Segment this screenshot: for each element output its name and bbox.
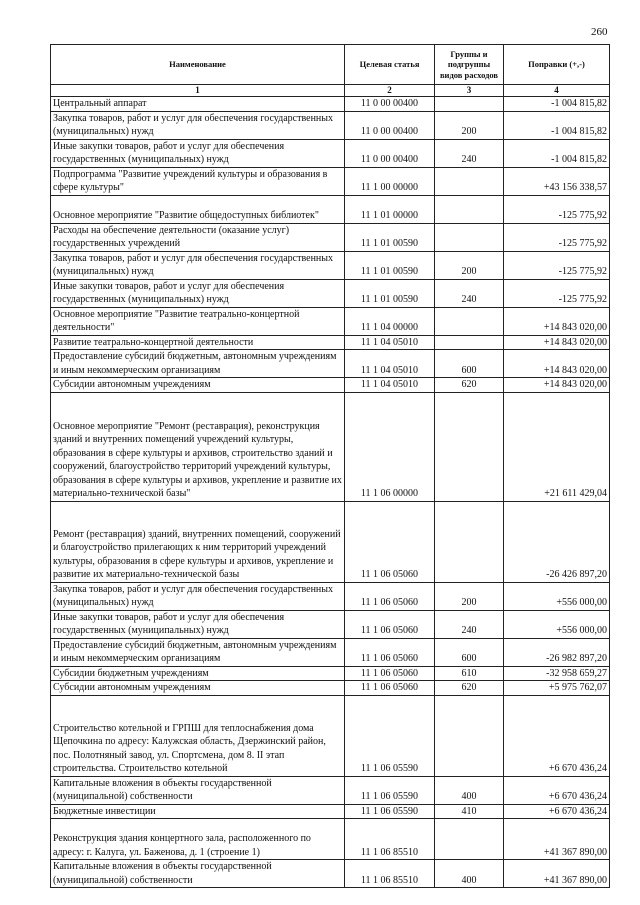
row-name: Субсидии бюджетным учреждениям	[51, 666, 345, 681]
row-expense-group: 600	[435, 638, 504, 666]
header-amendments: Поправки (+,-)	[504, 45, 610, 85]
row-target-code: 11 1 04 05010	[345, 350, 435, 378]
table-row	[51, 97, 610, 112]
row-target-code: 11 0 00 00400	[345, 111, 435, 139]
header-target-article: Целевая статья	[345, 45, 435, 85]
row-amount: +41 367 890,00	[504, 819, 610, 860]
budget-amendments-table	[50, 44, 610, 888]
row-amount: +14 843 020,00	[504, 335, 610, 350]
row-expense-group: 200	[435, 111, 504, 139]
column-number: 3	[435, 85, 504, 97]
table-row	[51, 167, 610, 195]
table-row	[51, 307, 610, 335]
row-target-code: 11 1 06 00000	[345, 392, 435, 501]
row-expense-group	[435, 97, 504, 112]
row-amount: +21 611 429,04	[504, 392, 610, 501]
row-target-code: 11 1 01 00000	[345, 195, 435, 223]
row-expense-group: 400	[435, 860, 504, 888]
row-target-code: 11 1 01 00590	[345, 279, 435, 307]
row-expense-group	[435, 819, 504, 860]
table-row	[51, 860, 610, 888]
row-amount: +556 000,00	[504, 582, 610, 610]
row-amount: -125 775,92	[504, 223, 610, 251]
row-target-code: 11 1 06 05060	[345, 582, 435, 610]
row-name: Закупка товаров, работ и услуг для обеспечения государственных (муниципальных) нужд	[51, 582, 345, 610]
row-name: Центральный аппарат	[51, 97, 345, 112]
row-name: Закупка товаров, работ и услуг для обеспечения государственных (муниципальных) нужд	[51, 111, 345, 139]
row-target-code: 11 1 01 00590	[345, 251, 435, 279]
row-name: Иные закупки товаров, работ и услуг для обеспечения государственных (муниципальных) нужд	[51, 139, 345, 167]
table-row	[51, 279, 610, 307]
row-expense-group	[435, 223, 504, 251]
row-expense-group	[435, 392, 504, 501]
table-header-row	[51, 45, 610, 85]
row-amount: +556 000,00	[504, 610, 610, 638]
row-amount: +14 843 020,00	[504, 307, 610, 335]
row-amount: -1 004 815,82	[504, 97, 610, 112]
table-row	[51, 776, 610, 804]
table-row	[51, 251, 610, 279]
row-expense-group: 410	[435, 804, 504, 819]
row-name: Предоставление субсидий бюджетным, автономным учреждениям и иным некоммерческим организациям	[51, 350, 345, 378]
row-target-code: 11 1 06 85510	[345, 860, 435, 888]
row-target-code: 11 1 06 05060	[345, 501, 435, 582]
row-target-code: 11 1 06 05590	[345, 695, 435, 776]
row-name: Капитальные вложения в объекты государственной (муниципальной) собственности	[51, 776, 345, 804]
row-amount: +6 670 436,24	[504, 804, 610, 819]
row-expense-group	[435, 335, 504, 350]
row-expense-group	[435, 501, 504, 582]
row-expense-group: 600	[435, 350, 504, 378]
table-row	[51, 335, 610, 350]
row-target-code: 11 0 00 00400	[345, 139, 435, 167]
row-name: Подпрограмма "Развитие учреждений культуры и образования в сфере культуры"	[51, 167, 345, 195]
row-name: Закупка товаров, работ и услуг для обеспечения государственных (муниципальных) нужд	[51, 251, 345, 279]
row-target-code: 11 1 06 05060	[345, 610, 435, 638]
row-name: Капитальные вложения в объекты государственной (муниципальной) собственности	[51, 860, 345, 888]
row-expense-group: 400	[435, 776, 504, 804]
row-amount: +6 670 436,24	[504, 695, 610, 776]
row-target-code: 11 1 04 05010	[345, 378, 435, 393]
column-numbers-row	[51, 85, 610, 97]
row-amount: +6 670 436,24	[504, 776, 610, 804]
row-target-code: 11 1 06 05060	[345, 666, 435, 681]
row-expense-group: 240	[435, 279, 504, 307]
table-row	[51, 819, 610, 860]
row-name: Реконструкция здания концертного зала, расположенного по адресу: г. Калуга, ул. Баженова, д. 1 (строение 1)	[51, 819, 345, 860]
page-number: 260	[591, 26, 608, 38]
table-row	[51, 139, 610, 167]
row-amount: +41 367 890,00	[504, 860, 610, 888]
row-expense-group: 240	[435, 139, 504, 167]
row-amount: -1 004 815,82	[504, 111, 610, 139]
row-expense-group: 620	[435, 681, 504, 696]
row-name: Субсидии автономным учреждениям	[51, 378, 345, 393]
row-target-code: 11 1 00 00000	[345, 167, 435, 195]
row-target-code: 11 1 01 00590	[345, 223, 435, 251]
row-expense-group	[435, 695, 504, 776]
table-row	[51, 501, 610, 582]
row-amount: -32 958 659,27	[504, 666, 610, 681]
row-name: Расходы на обеспечение деятельности (оказание услуг) государственных учреждений	[51, 223, 345, 251]
row-expense-group	[435, 307, 504, 335]
row-name: Развитие театрально-концертной деятельности	[51, 335, 345, 350]
row-target-code: 11 0 00 00400	[345, 97, 435, 112]
row-expense-group: 200	[435, 251, 504, 279]
row-name: Строительство котельной и ГРПШ для теплоснабжения дома Щепочкина по адресу: Калужская область, Дзержинский район, пос. Полотняный завод, ул. Спортсмена, дом 8. II этап строительства. Строительство котельной	[51, 695, 345, 776]
header-expense-group: Группы и подгруппы видов расходов	[435, 45, 504, 85]
table-row	[51, 392, 610, 501]
header-name: Наименование	[51, 45, 345, 85]
row-name: Предоставление субсидий бюджетным, автономным учреждениям и иным некоммерческим организациям	[51, 638, 345, 666]
row-amount: +43 156 338,57	[504, 167, 610, 195]
row-name: Основное мероприятие "Ремонт (реставрация), реконструкция зданий и внутренних помещений учреждений культуры, образования в сфере культуры и архивов, строительство зданий и сооружений, благоустройство территорий учреждений культуры, образования в сфере культуры и архивов, укрепление и развитие их материально-технической базы"	[51, 392, 345, 501]
row-target-code: 11 1 04 05010	[345, 335, 435, 350]
column-number: 2	[345, 85, 435, 97]
row-target-code: 11 1 06 05060	[345, 638, 435, 666]
row-name: Иные закупки товаров, работ и услуг для обеспечения государственных (муниципальных) нужд	[51, 610, 345, 638]
row-name: Бюджетные инвестиции	[51, 804, 345, 819]
table-row	[51, 681, 610, 696]
row-target-code: 11 1 06 05590	[345, 804, 435, 819]
table-row	[51, 350, 610, 378]
row-target-code: 11 1 06 05590	[345, 776, 435, 804]
row-name: Субсидии автономным учреждениям	[51, 681, 345, 696]
column-number: 4	[504, 85, 610, 97]
table-row	[51, 378, 610, 393]
row-target-code: 11 1 06 05060	[345, 681, 435, 696]
column-number: 1	[51, 85, 345, 97]
row-name: Основное мероприятие "Развитие театрально-концертной деятельности"	[51, 307, 345, 335]
table-row	[51, 223, 610, 251]
table-row	[51, 666, 610, 681]
row-expense-group	[435, 195, 504, 223]
row-name: Ремонт (реставрация) зданий, внутренних помещений, сооружений и благоустройство прилегающих к ним территорий учреждений культуры, образования в сфере культуры и архивов, укрепление и развитие их материально-технической базы	[51, 501, 345, 582]
row-expense-group: 240	[435, 610, 504, 638]
row-amount: -125 775,92	[504, 279, 610, 307]
row-expense-group: 620	[435, 378, 504, 393]
row-amount: +14 843 020,00	[504, 378, 610, 393]
row-amount: -1 004 815,82	[504, 139, 610, 167]
table-row	[51, 111, 610, 139]
table-row	[51, 195, 610, 223]
row-amount: +14 843 020,00	[504, 350, 610, 378]
row-amount: +5 975 762,07	[504, 681, 610, 696]
table-row	[51, 638, 610, 666]
row-amount: -125 775,92	[504, 251, 610, 279]
row-target-code: 11 1 04 00000	[345, 307, 435, 335]
row-expense-group	[435, 167, 504, 195]
table-row	[51, 804, 610, 819]
row-amount: -26 426 897,20	[504, 501, 610, 582]
row-amount: -125 775,92	[504, 195, 610, 223]
table-row	[51, 610, 610, 638]
table-row	[51, 695, 610, 776]
row-name: Основное мероприятие "Развитие общедоступных библиотек"	[51, 195, 345, 223]
row-expense-group: 610	[435, 666, 504, 681]
row-amount: -26 982 897,20	[504, 638, 610, 666]
row-name: Иные закупки товаров, работ и услуг для обеспечения государственных (муниципальных) нужд	[51, 279, 345, 307]
table-row	[51, 582, 610, 610]
row-expense-group: 200	[435, 582, 504, 610]
row-target-code: 11 1 06 85510	[345, 819, 435, 860]
